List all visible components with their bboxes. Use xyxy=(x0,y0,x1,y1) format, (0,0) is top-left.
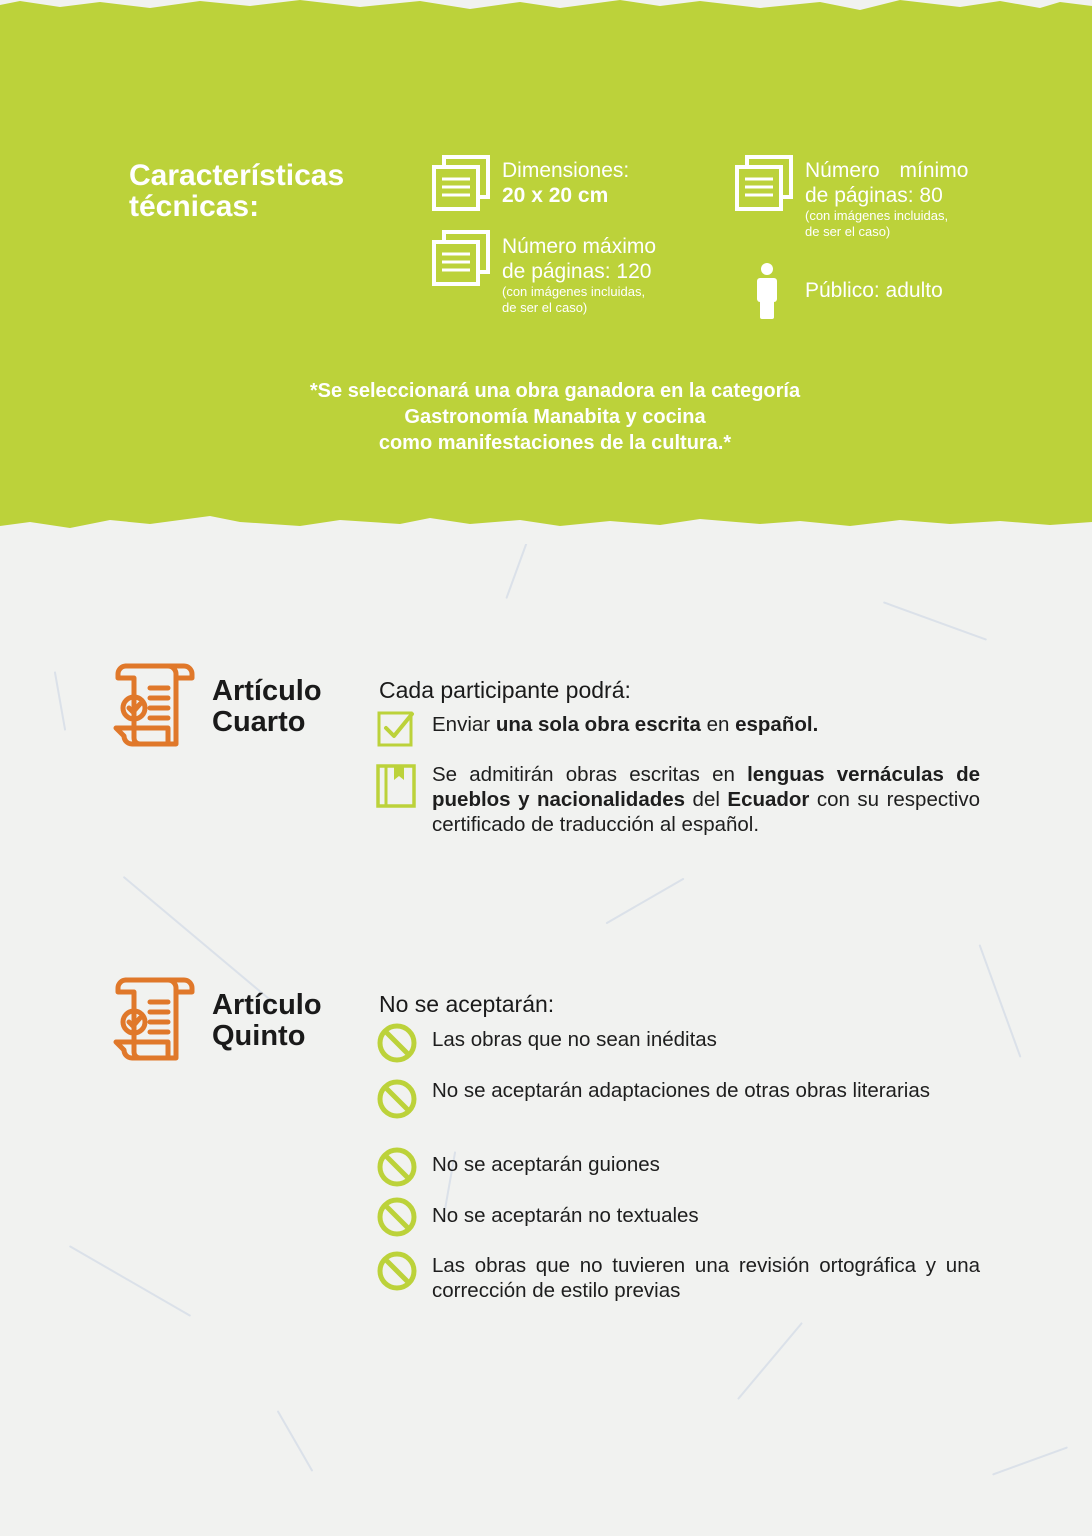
prohibited-icon xyxy=(376,1196,418,1238)
max-pages-note2: de ser el caso) xyxy=(502,300,588,315)
article4-label-line1: Artículo xyxy=(212,675,322,707)
winner-note-line3: como manifestaciones de la cultura.* xyxy=(378,432,732,454)
audience-value: Público: adulto xyxy=(805,279,943,302)
dimensions-spec xyxy=(502,158,629,208)
list-item xyxy=(376,1022,980,1062)
torn-edge-top xyxy=(0,0,1092,30)
prohibited-icon xyxy=(376,1146,418,1188)
technical-specs-band xyxy=(0,0,1092,530)
item-text-part: con su respectivo certificado de traducción al español. xyxy=(432,788,981,836)
article5-item1-text: Las obras que no sean inéditas xyxy=(432,1028,717,1051)
list-item xyxy=(376,708,980,748)
winner-note-line2: Gastronomía Manabita y cocina xyxy=(404,406,706,428)
checkbox-icon xyxy=(376,708,416,748)
scroll-document-icon xyxy=(112,662,198,748)
dimensions-label: Dimensiones: xyxy=(502,159,630,182)
item-text-part: en xyxy=(700,713,736,736)
technical-title xyxy=(129,160,389,222)
max-pages-line2: de páginas: 120 xyxy=(502,260,652,283)
list-item xyxy=(376,760,980,840)
technical-title-line2: técnicas: xyxy=(129,190,260,223)
list-item xyxy=(376,1074,980,1130)
prohibited-icon xyxy=(376,1022,418,1064)
article5-item4-text: No se aceptarán no textuales xyxy=(432,1204,699,1227)
prohibited-icon xyxy=(376,1078,418,1120)
article5-label-line2: Quinto xyxy=(212,1020,306,1052)
prohibited-icon xyxy=(376,1250,418,1292)
item-text-part: Enviar xyxy=(432,713,496,736)
dimensions-value: 20 x 20 cm xyxy=(502,184,609,207)
scroll-document-icon xyxy=(112,976,198,1062)
min-pages-line2: de páginas: 80 xyxy=(805,184,943,207)
technical-title-line1: Características xyxy=(129,159,345,192)
max-pages-spec xyxy=(502,234,692,316)
winner-note xyxy=(200,378,910,456)
article5-label-line1: Artículo xyxy=(212,989,322,1021)
article5-item2-text: No se aceptarán adaptaciones de otras obras literarias xyxy=(432,1079,930,1102)
audience-spec xyxy=(805,278,943,303)
article4-label xyxy=(212,676,322,738)
book-icon xyxy=(376,764,416,808)
item-text-bold: español. xyxy=(735,713,819,736)
pages-icon xyxy=(735,155,793,211)
pages-icon xyxy=(432,155,490,211)
min-pages-note2: de ser el caso) xyxy=(805,224,891,239)
person-icon xyxy=(754,262,780,320)
article4-label-line2: Cuarto xyxy=(212,706,306,738)
article4-item2-text xyxy=(432,762,980,837)
item-text-part: Se admitirán obras escritas en xyxy=(432,763,748,786)
article4-item1-text xyxy=(432,712,980,737)
item-text-bold: lenguas vernáculas de pueblos y nacionalidades xyxy=(432,763,981,811)
max-pages-note1: (con imágenes incluidas, xyxy=(502,284,646,299)
torn-edge-bottom xyxy=(0,512,1092,544)
pages-icon xyxy=(432,230,490,286)
article5-item5-text: Las obras que no tuvieren una revisión ortográfica y una corrección de estilo previas xyxy=(432,1254,980,1302)
item-text-bold: Ecuador xyxy=(727,788,810,811)
item-text-part: del xyxy=(685,788,728,811)
article5-intro: No se aceptarán: xyxy=(379,991,555,1017)
article5-item3-text: No se aceptarán guiones xyxy=(432,1153,660,1176)
list-item xyxy=(376,1248,980,1304)
list-item xyxy=(376,1196,980,1236)
winner-note-line1: *Se seleccionará una obra ganadora en la categoría xyxy=(309,380,801,402)
min-pages-note1: (con imágenes incluidas, xyxy=(805,208,949,223)
min-pages-spec xyxy=(805,158,985,240)
article5-label xyxy=(212,990,322,1052)
max-pages-line1: Número máximo xyxy=(502,235,657,258)
min-pages-line1: Número mínimo xyxy=(805,159,969,182)
list-item xyxy=(376,1146,980,1186)
article4-intro: Cada participante podrá: xyxy=(379,677,631,703)
item-text-bold: una sola obra escrita xyxy=(495,713,701,736)
